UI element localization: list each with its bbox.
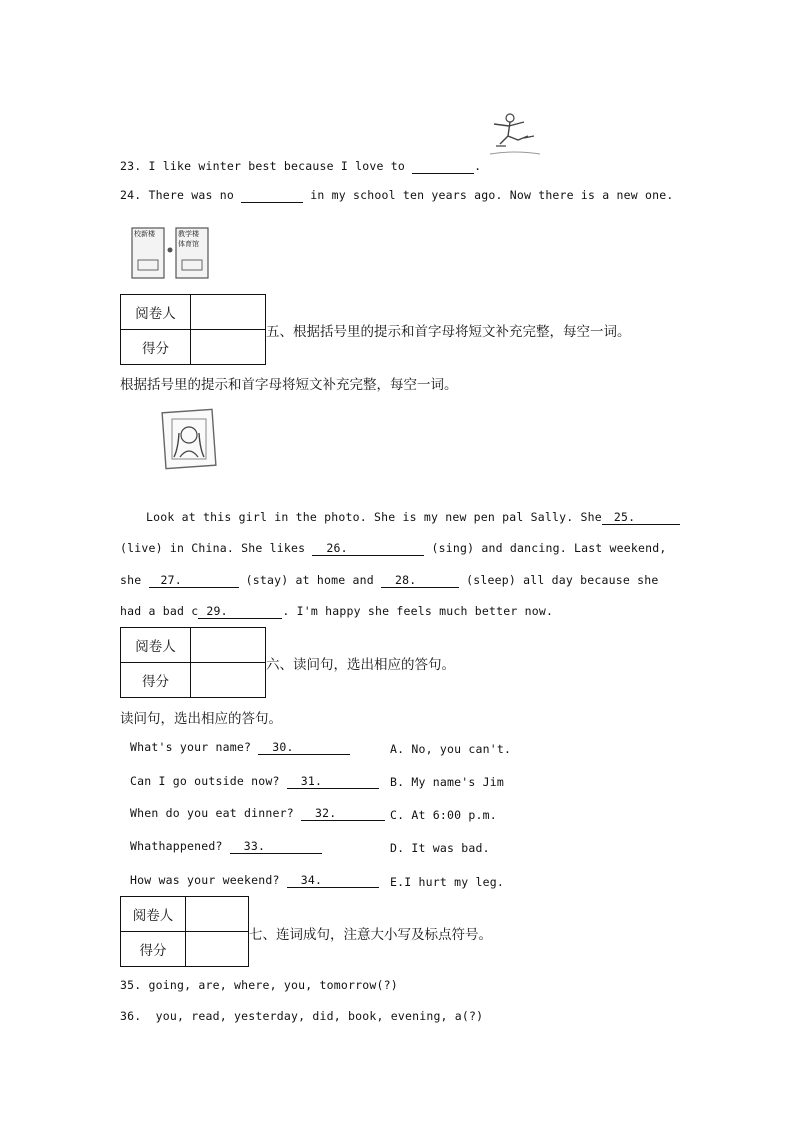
score-table-7: 阅卷人 得分	[120, 896, 249, 967]
option-d: D. It was bad.	[390, 841, 490, 855]
passage-line-4: had a bad c 29. . I'm happy she feels much better now.	[120, 604, 554, 618]
match-row-33: Whathappened? 33.	[130, 839, 322, 854]
score-table-5: 阅卷人 得分	[120, 294, 266, 365]
match-row-30: What's your name? 30.	[130, 740, 350, 755]
answer-blank-34[interactable]: 34.	[287, 873, 379, 888]
answer-blank-23[interactable]	[412, 159, 474, 174]
section-6-title: 六、读问句，选出相应的答句。	[266, 657, 455, 673]
section-5-instruction: 根据括号里的提示和首字母将短文补充完整，每空一词。	[120, 377, 458, 393]
answer-blank-32[interactable]: 32.	[301, 806, 385, 821]
option-e: E.I hurt my leg.	[390, 875, 504, 889]
match-row-32: When do you eat dinner? 32.	[130, 806, 385, 821]
answer-blank-25[interactable]: 25.	[602, 510, 680, 525]
score-cell[interactable]	[191, 330, 266, 365]
girl-photo	[160, 405, 218, 473]
answer-blank-27[interactable]: 27.	[149, 573, 239, 588]
question-23: 23. I like winter best because I love to .	[120, 159, 482, 173]
option-c: C. At 6:00 p.m.	[390, 808, 497, 822]
score-cell[interactable]	[191, 663, 266, 698]
passage-line-3: she 27. (stay) at home and 28. (sleep) all day because she	[120, 573, 659, 587]
answer-blank-30[interactable]: 30.	[258, 740, 350, 755]
reviewer-cell[interactable]	[186, 897, 249, 932]
question-36: 36. you, read, yesterday, did, book, evening, a(?)	[120, 1009, 484, 1023]
section-6-instruction: 读问句，选出相应的答句。	[120, 711, 282, 727]
score-table-6: 阅卷人 得分	[120, 627, 266, 698]
match-row-34: How was your weekend? 34.	[130, 873, 379, 888]
section-5-title: 五、根据括号里的提示和首字母将短文补充完整，每空一词。	[266, 324, 631, 340]
option-a: A. No, you can't.	[390, 742, 512, 756]
answer-blank-33[interactable]: 33.	[230, 839, 322, 854]
passage-line-2: (live) in China. She likes 26. (sing) and dancing. Last weekend,	[120, 541, 667, 555]
reviewer-cell[interactable]	[191, 295, 266, 330]
answer-blank-31[interactable]: 31.	[287, 774, 379, 789]
passage-line-1: Look at this girl in the photo. She is my new pen pal Sally. She 25.	[120, 510, 680, 525]
skater-illustration	[486, 110, 544, 160]
question-24: 24. There was no in my school ten years ago. Now there is a new one.	[120, 188, 674, 202]
score-cell[interactable]	[186, 932, 249, 967]
answer-blank-24[interactable]	[241, 188, 303, 203]
option-b: B. My name's Jim	[390, 775, 504, 789]
reviewer-cell[interactable]	[191, 628, 266, 663]
question-35: 35. going, are, where, you, tomorrow(?)	[120, 978, 398, 992]
answer-blank-28[interactable]: 28.	[381, 573, 459, 588]
answer-blank-26[interactable]: 26.	[312, 541, 424, 556]
match-row-31: Can I go outside now? 31.	[130, 774, 379, 789]
section-7-title: 七、连词成句，注意大小写及标点符号。	[249, 927, 492, 943]
buildings-illustration: 校新楼 教学楼 体育馆	[130, 226, 212, 280]
answer-blank-29[interactable]: 29.	[198, 604, 282, 619]
